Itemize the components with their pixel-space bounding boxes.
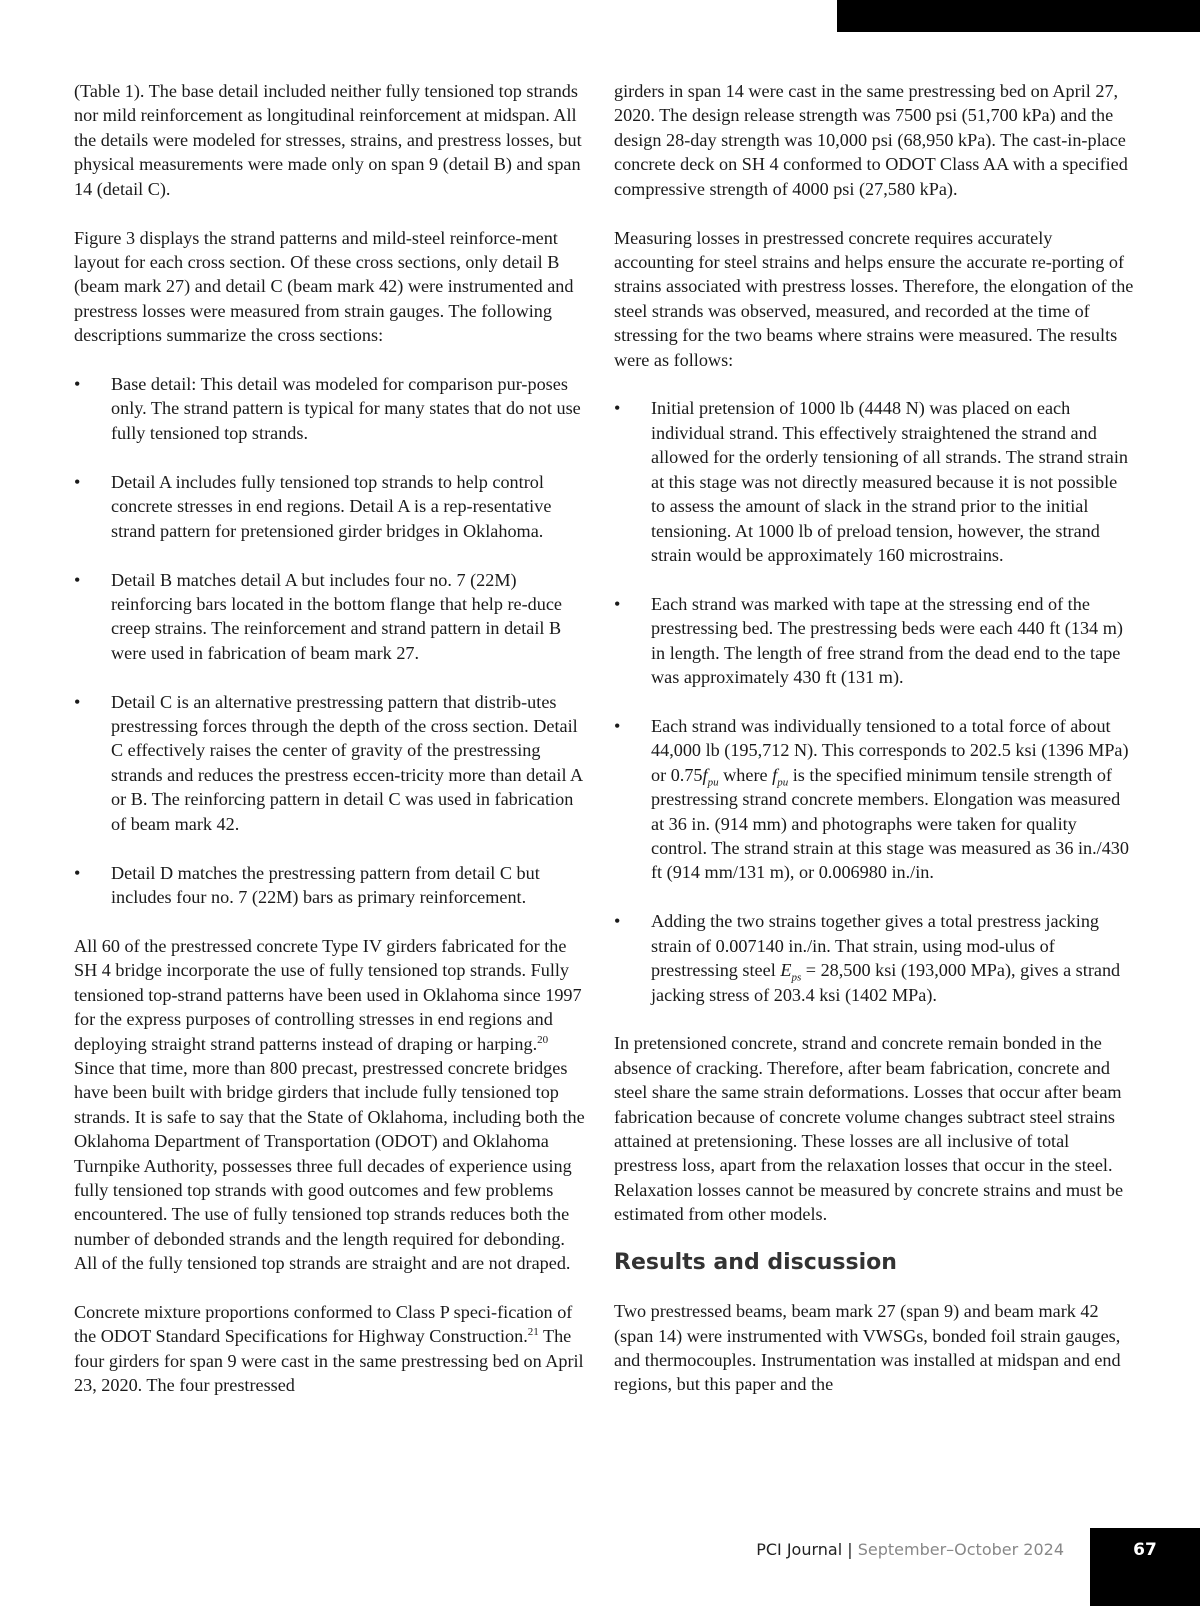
list-item: • Detail B matches detail A but includes four no. 7 (22M) reinforcing bars located in the bottom flange that help re-duce creep strains. The reinforcement and strand pattern in detail B were used in fabrication of beam mark 27. [74,568,589,666]
list-item: • Detail D matches the prestressing pattern from detail C but includes four no. 7 (22M) bars as primary reinforcement. [74,861,589,910]
list-item: • Base detail: This detail was modeled for comparison pur-poses only. The strand pattern is typical for many states that do not use fully tensioned top strands. [74,372,589,445]
text: Since that time, more than 800 precast, prestressed concrete bridges have been built with bridge girders that include fully tensioned top strands. It is safe to say that the State of Oklahoma, including both the Oklahoma Department of Transportation (ODOT) and Oklahoma Turnpike Authority, possesses three full decades of experience using fully tensioned top strands with good outcomes and few problems encountered. The use of fully tensioned top strands reduces both the number of debonded strands and the length required for debonding. All of the fully tensioned top strands are straight and are not draped. [74,1057,585,1274]
list-item [614,714,1134,885]
issue-date: September–October 2024 [857,1540,1064,1559]
text: is the specified minimum tensile strength of prestressing strand concrete members. Elongation was measured at 36 in. (914 mm) and photographs were taken for quality control. The strand strain at this stage was measured as 36 in./430 ft (914 mm/131 m), or 0.006980 in./in. [651,764,1129,883]
right-column [614,79,1134,1421]
list-item: • Each strand was marked with tape at the stressing end of the prestressing bed. The prestressing beds were each 440 ft (134 m) in length. The length of free strand from the dead end to the tape was approximately 430 ft (131 m). [614,592,1134,690]
header-bar [837,0,1200,32]
list-item: • Detail C is an alternative prestressing pattern that distrib-utes prestressing forces through the depth of the cross section. Detail C effectively raises the center of gravity of the prestressing strands and reduces the prestress eccen-tricity more than detail A or B. The reinforcing pattern in detail C was used in fabrication of beam mark 42. [74,690,589,836]
subscript: ps [791,971,802,984]
list-item: • Initial pretension of 1000 lb (4448 N) was placed on each individual strand. This effectively straightened the strand and allowed for the orderly tensioning of all strands. The strand strain at this stage was not directly measured because it is not possible to assess the amount of slack in the strand prior to the initial tensioning. At 1000 lb of preload tension, however, the strand strain would be approximately 160 microstrains. [614,396,1134,567]
paragraph: girders in span 14 were cast in the same prestressing bed on April 27, 2020. The design release strength was 7500 psi (51,700 kPa) and the design 28-day strength was 10,000 psi (68,950 kPa). The cast-in-place concrete deck on SH 4 conformed to ODOT Class AA with a specified compressive strength of 4000 psi (27,580 kPa). [614,81,1128,199]
journal-name: PCI Journal [756,1540,843,1559]
results-list [614,396,1134,1006]
text: Adding the two strains together gives a total prestress jacking strain of 0.007140 in./in. That strain, using mod-ulus of prestressing steel [651,911,1100,981]
footer [0,1528,1200,1606]
list-item [614,909,1134,1007]
section-heading: Results and discussion [614,1250,897,1276]
symbol: f [772,764,778,785]
left-column [74,79,589,1422]
text: = 28,500 ksi (193,000 MPa), gives a strand jacking stress of 203.4 ksi (1402 MPa). [651,960,1121,1005]
page-number: 67 [1090,1528,1200,1606]
paragraph: (Table 1). The base detail included neither fully tensioned top strands nor mild reinforcement as longitudinal reinforcement at midspan. All the details were modeled for stresses, strains, and prestress losses, but physical measurements were made only on span 9 (detail B) and span 14 (detail C). [74,81,582,199]
paragraph: Two prestressed beams, beam mark 27 (span 9) and beam mark 42 (span 14) were instrumented with VWSGs, bonded foil strain gauges, and thermocouples. Instrumentation was installed at midspan and end regions, but this paper and the [614,1301,1121,1395]
symbol: E [780,960,792,981]
list-item: • Detail A includes fully tensioned top strands to help control concrete stresses in end regions. Detail A is a rep-resentative strand pattern for pretensioned girder bridges in Oklahoma. [74,470,589,543]
reference: 20 [537,1033,549,1046]
footer-text [756,1540,1064,1559]
subscript: pu [777,776,789,789]
cross-section-list [74,372,589,909]
text: where [718,764,773,785]
text: Concrete mixture proportions conformed to Class P speci-fication of the ODOT Standard Specifications for Highway Construction. [74,1302,573,1347]
paragraph: In pretensioned concrete, strand and concrete remain bonded in the absence of cracking. Therefore, after beam fabrication, concrete and steel share the same strain deformations. Losses that occur after beam fabrication because of concrete volume changes subtract steel strains attained at pretensioning. These losses are all inclusive of total prestress loss, apart from the relaxation losses that occur in the steel. Relaxation losses cannot be measured by concrete strains and must be estimated from other models. [614,1033,1124,1225]
symbol: f [702,764,708,785]
text: All 60 of the prestressed concrete Type IV girders fabricated for the SH 4 bridge incorporate the use of fully tensioned top strands. Fully tensioned top-strand patterns have been used in Oklahoma since 1997 for the express purposes of controlling stresses in end regions and deploying straight strand patterns instead of draping or harping. [74,935,582,1054]
text: The four girders for span 9 were cast in the same prestressing bed on April 23, 2020. The four prestressed [74,1326,584,1396]
reference: 21 [527,1326,539,1339]
paragraph: Measuring losses in prestressed concrete requires accurately accounting for steel strains and helps ensure the accurate re-porting of strains associated with prestress losses. Therefore, the elongation of the steel strands was observed, measured, and recorded at the time of stressing for the two beams where strains were measured. The results were as follows: [614,227,1134,370]
separator: | [842,1540,858,1559]
paragraph: Figure 3 displays the strand patterns and mild-steel reinforce-ment layout for each cross section. Of these cross sections, only detail B (beam mark 27) and detail C (beam mark 42) were instrumented and prestress losses were measured from strain gauges. The following descriptions summarize the cross sections: [74,227,574,346]
paragraph [74,1300,589,1398]
paragraph [74,934,589,1276]
subscript: pu [707,776,719,789]
text: Each strand was individually tensioned to a total force of about 44,000 lb (195,712 N). This corresponds to 202.5 ksi (1396 MPa) or 0.75 [651,715,1129,785]
